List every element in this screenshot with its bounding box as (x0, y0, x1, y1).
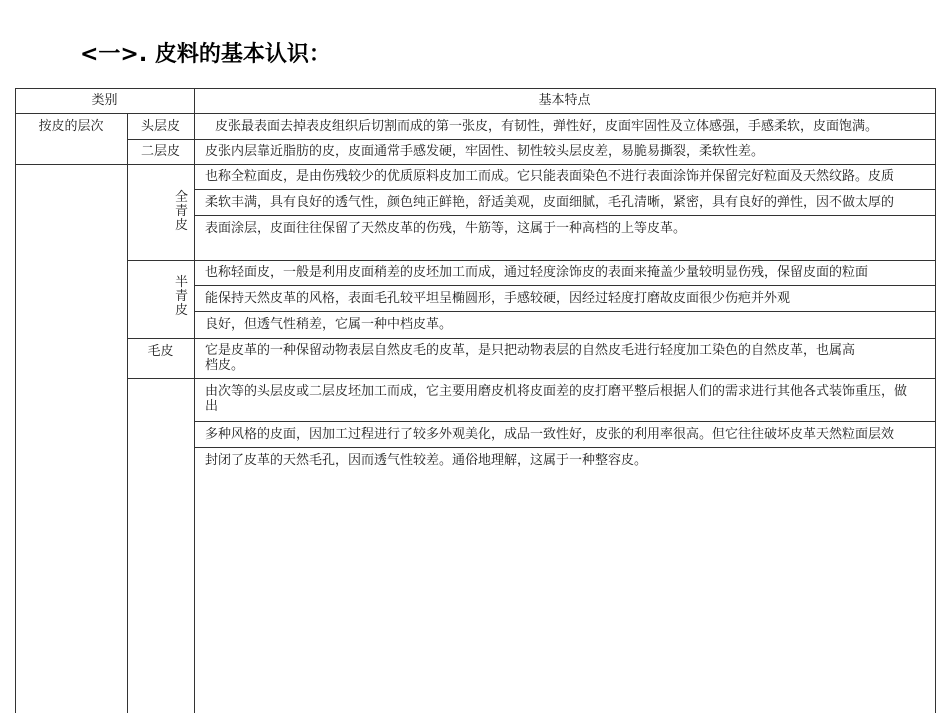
table-rule (15, 88, 16, 713)
fur-desc (194, 338, 935, 378)
text-line: 由次等的头层皮或二层皮坯加工而成，它主要用磨皮机将皮面差的皮打磨平整后根据人们的需求进行其他各式装饰重压，做 (205, 384, 908, 399)
page-title: <一>. 皮料的基本认识： (80, 42, 331, 67)
corrected-grain-desc-line (194, 378, 935, 421)
row-split-leather-desc: 皮张内层靠近脂肪的皮，皮面通常手感发硬，牢固性、韧性较头层皮差，易脆易撕裂，柔软性差。 (205, 144, 765, 159)
semi-grain-desc-line: 能保持天然皮革的风格，表面毛孔较平坦呈椭圆形，手感较硬，因经过轻度打磨故皮面很少伤疤并外观 (205, 290, 791, 306)
semi-grain-desc-line: 也称轻面皮，一般是利用皮面稍差的皮坯加工而成，通过轻度涂饰皮的表面来掩盖少量较明显伤残，保留皮面的粒面 (205, 265, 869, 280)
header-features: 基本特点 (538, 93, 591, 108)
text-line: 表面涂层，皮面往往保留了天然皮革的伤残，牛筋等，这属于一种高档的上等皮革。 (205, 221, 687, 236)
semi-grain-desc-line: 良好，但透气性稍差，它属一种中档皮革。 (205, 317, 453, 332)
text-line: 它是皮革的一种保留动物表层自然皮毛的皮革，是只把动物表层的自然皮毛进行轻度加工染色的自然皮革，也属高 (205, 343, 856, 358)
row-split-leather-name: 二层皮 (140, 144, 180, 159)
full-grain-desc-line (194, 215, 935, 260)
full-grain-desc-line: 柔软丰满，具有良好的透气性，颜色纯正鲜艳，舒适美观，皮面细腻，毛孔清晰，紧密，具有良好的弹性，因不做太厚的 (205, 194, 895, 210)
layer-group-label: 按皮的层次 (38, 118, 104, 134)
row-top-grain-desc: 皮张最表面去掉表皮组织后切割而成的第一张皮，有韧性，弹性好，皮面牢固性及立体感强，手感柔软，皮面饱满。 (215, 118, 879, 134)
row-top-grain-name: 头层皮 (140, 118, 180, 134)
table-rule (127, 113, 128, 713)
fur-label: 毛皮 (147, 343, 174, 359)
full-grain-desc-line: 也称全粒面皮，是由伤残较少的优质原料皮加工而成。它只能表面染色不进行表面涂饰并保留完好粒面及天然纹路。皮质 (205, 169, 895, 184)
table-rule (935, 88, 936, 713)
semi-grain-label: 半青皮 (175, 275, 189, 318)
text-line: 封闭了皮革的天然毛孔，因而透气性较差。通俗地理解，这属于一种整容皮。 (205, 453, 648, 468)
text-line: 档皮。 (205, 358, 245, 373)
text-line: 出 (205, 399, 219, 414)
header-category: 类别 (91, 93, 118, 108)
corrected-grain-desc-line (194, 447, 935, 713)
corrected-grain-desc-line: 多种风格的皮面，因加工过程进行了较多外观美化，成品一致性好，皮张的利用率很高。但它往往破坏皮革天然粒面层效 (205, 426, 895, 442)
full-grain-label: 全青皮 (175, 190, 189, 233)
